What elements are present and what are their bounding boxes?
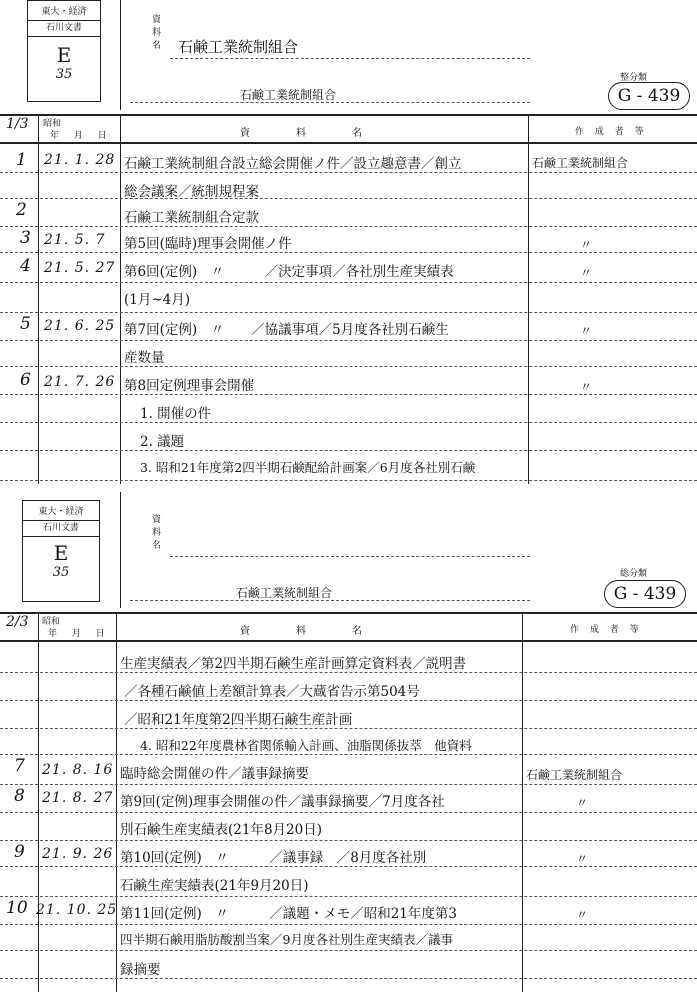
row-number: 6	[20, 370, 31, 390]
row-text: 第8回定例理事会開催	[124, 378, 255, 394]
shiryo-mei-label: 資料名	[152, 15, 162, 51]
row-number: 10	[6, 898, 28, 918]
header-material: 資 料 名	[240, 626, 380, 637]
page-fraction: 1/3	[6, 116, 29, 132]
class-label: 整分類	[620, 73, 648, 83]
page-fraction: 2/3	[6, 614, 29, 630]
row-text: 別石鹸生産実績表(21年8月20日)	[120, 822, 322, 838]
header-creator: 作 成 者 等	[570, 625, 643, 635]
stamp-line-2: 石川文書	[28, 21, 100, 37]
subtitle: 石鹸工業統制組合	[240, 88, 337, 102]
row-text: 第10回(定例) 〃 ／議事録 ／8月度各社別	[120, 850, 427, 866]
row-text: 第7回(定例) 〃 ／協議事項／5月度各社別石鹸生	[124, 322, 449, 338]
row-creator: 〃	[580, 380, 593, 394]
row-creator: 〃	[576, 796, 589, 810]
row-number: 1	[16, 150, 27, 170]
row-number: 5	[20, 314, 31, 334]
row-text: 第11回(定例) 〃 ／議題・メモ／昭和21年度第3	[120, 906, 457, 922]
class-label: 総分類	[620, 569, 648, 579]
subtitle: 石鹸工業統制組合	[236, 586, 333, 600]
header-era: 昭和	[43, 119, 62, 129]
handwritten-title: 石鹸工業統制組合	[178, 38, 299, 56]
stamp-number: 35	[55, 67, 73, 82]
row-creator: 〃	[576, 852, 589, 866]
row-number: 9	[14, 842, 25, 862]
stamp-number: 35	[52, 565, 70, 580]
stamp-line-2: 石川文書	[23, 521, 99, 537]
row-number: 4	[20, 256, 31, 276]
header-material: 資 料 名	[240, 128, 380, 139]
row-text: 録摘要	[120, 962, 161, 978]
archive-stamp	[27, 0, 101, 102]
row-text: 総会議案／統制規程案	[124, 184, 259, 200]
header-creator: 作 成 者 等	[575, 127, 648, 137]
row-text: 産数量	[124, 350, 165, 366]
row-text: 石鹸工業統制組合設立総会開催ノ件／設立趣意書／創立	[124, 156, 462, 172]
row-text: 臨時総会開催の件／議事録摘要	[120, 766, 309, 782]
row-number: 8	[14, 786, 25, 806]
row-date: 21. 6. 25	[44, 318, 116, 334]
row-text: 3. 昭和21年度第2四半期石鹸配給計画案／6月度各社別石鹸	[140, 460, 476, 475]
stamp-line-1: 東大・経済	[28, 5, 100, 21]
row-date: 21. 9. 26	[42, 846, 114, 862]
row-date: 21. 10. 25	[36, 902, 118, 918]
row-creator: 〃	[580, 266, 593, 280]
continuation-text: 生産実績表／第2四半期石鹸生産計画算定資料表／説明書	[120, 656, 467, 672]
header-date-cols: 年 月 日	[48, 629, 111, 639]
row-date: 21. 1. 28	[44, 152, 116, 168]
row-text: 石鹸生産実績表(21年9月20日)	[120, 878, 309, 894]
row-date: 21. 8. 16	[42, 762, 114, 778]
row-text: 第6回(定例) 〃 ／決定事項／各社別生産実績表	[124, 264, 454, 280]
header-era: 昭和	[42, 617, 61, 627]
row-text: (1月~4月)	[124, 292, 191, 308]
row-text: 1. 開催の件	[140, 406, 212, 422]
continuation-text: 4. 昭和22年度農林省関係輸入計画、油脂関係抜萃 他資料	[140, 738, 472, 753]
row-creator: 〃	[576, 908, 589, 922]
row-date: 21. 5. 7	[44, 232, 106, 248]
continuation-text: ／各種石鹸値上差額計算表／大蔵省告示第504号	[124, 684, 420, 700]
stamp-letter: E	[53, 541, 69, 565]
row-date: 21. 5. 27	[44, 260, 116, 276]
continuation-text: ／昭和21年度第2四半期石鹸生産計画	[124, 712, 353, 728]
header-date-cols: 年 月 日	[50, 131, 113, 141]
row-creator: 石鹸工業統制組合	[526, 768, 623, 782]
archive-stamp	[22, 500, 100, 602]
row-creator: 石鹸工業統制組合	[532, 156, 629, 170]
stamp-line-1: 東大・経済	[23, 505, 99, 521]
stamp-letter: E	[56, 43, 72, 67]
row-text: 2. 議題	[140, 434, 185, 450]
row-text: 第9回(定例)理事会開催の件／議事録摘要／7月度各社	[120, 794, 445, 810]
row-date: 21. 8. 27	[42, 790, 114, 806]
row-text: 四半期石鹸用脂肪酸割当案／9月度各社別生産実績表／議事	[120, 932, 453, 947]
shiryo-mei-label: 資料名	[152, 515, 162, 551]
class-code: G - 439	[604, 580, 686, 608]
row-text: 第5回(臨時)理事会開催ノ件	[124, 236, 292, 252]
row-text: 石鹸工業統制組合定款	[124, 210, 259, 226]
row-number: 3	[20, 228, 31, 248]
class-code: G - 439	[608, 82, 690, 110]
row-number: 2	[16, 200, 27, 220]
row-creator: 〃	[580, 238, 593, 252]
row-number: 7	[14, 756, 25, 776]
row-date: 21. 7. 26	[44, 374, 116, 390]
row-creator: 〃	[580, 324, 593, 338]
